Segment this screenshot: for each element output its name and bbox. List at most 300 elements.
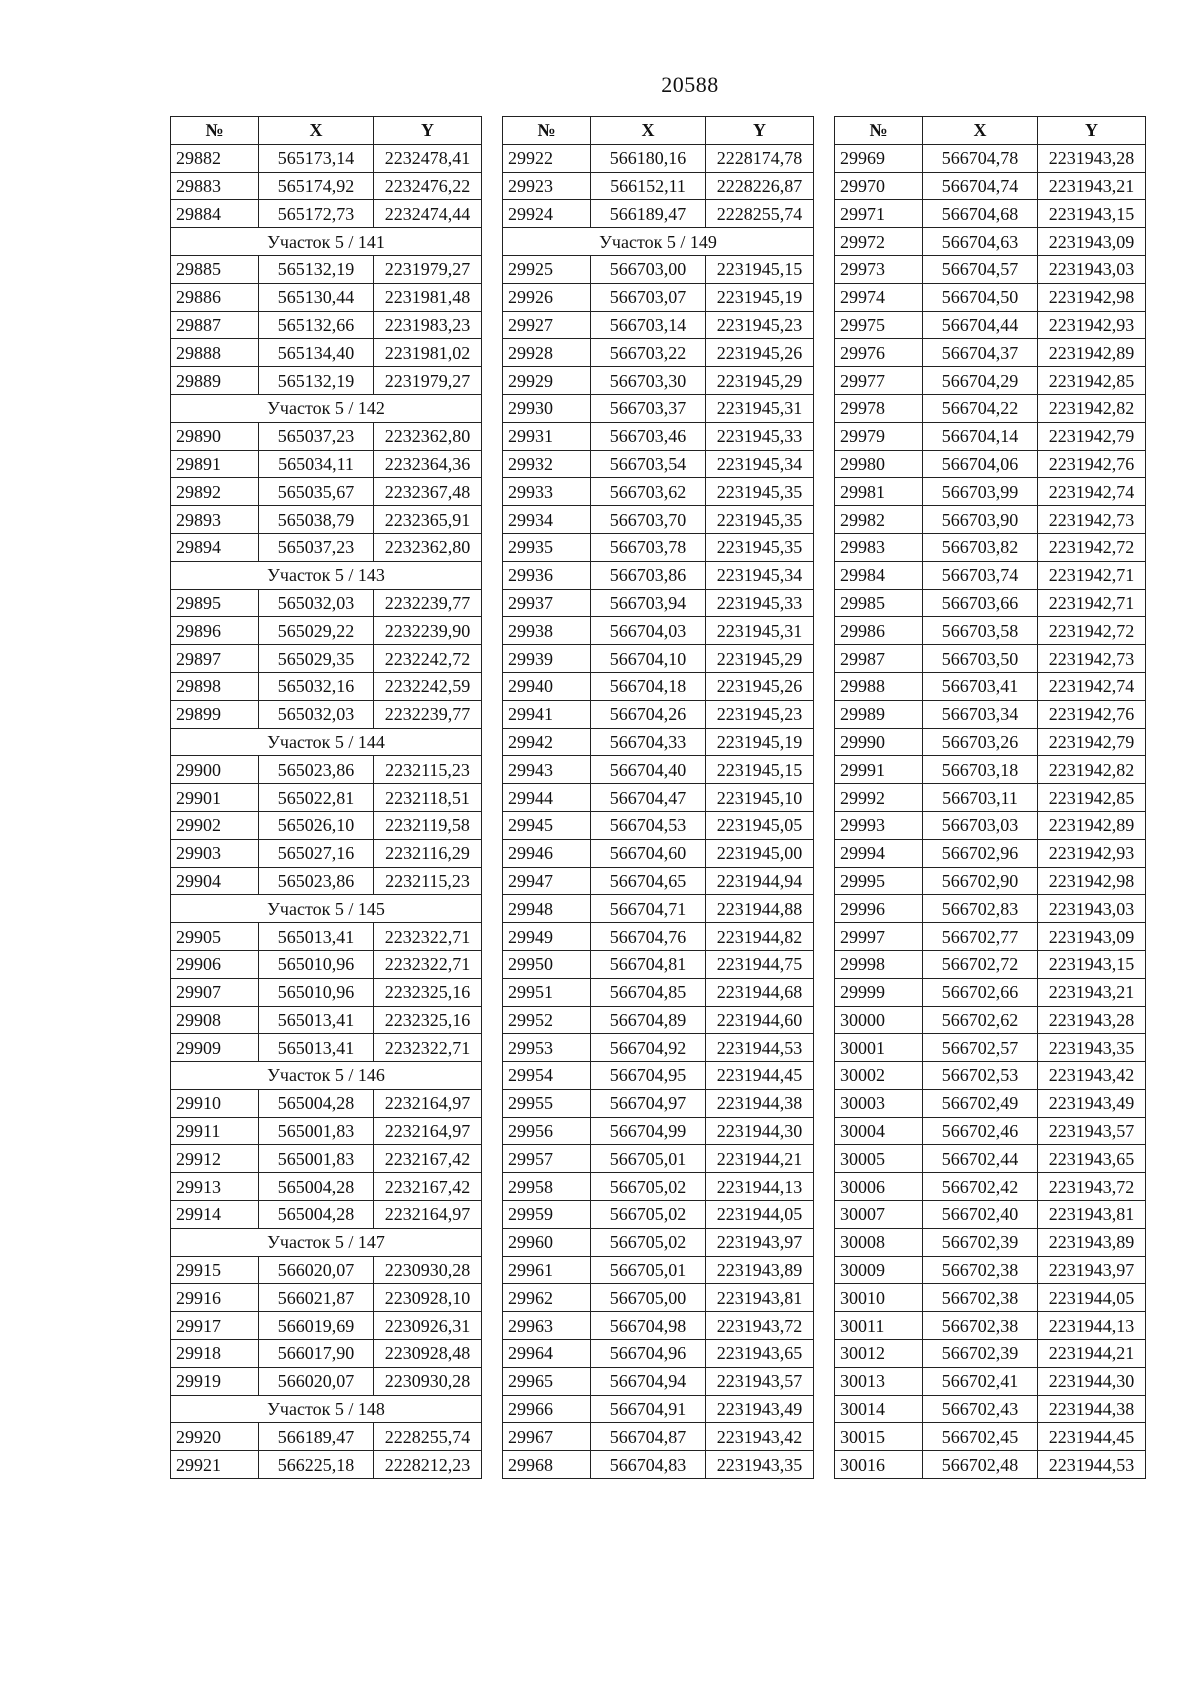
table-row [171,672,482,700]
x-coordinate-cell: 566020,07 [259,1367,374,1395]
table-row [503,950,814,978]
x-coordinate-cell: 566704,76 [591,923,706,951]
x-coordinate-cell: 566705,00 [591,1284,706,1312]
y-coordinate-cell: 2232322,71 [374,923,482,951]
table-row [503,811,814,839]
x-coordinate-cell: 566702,66 [923,978,1038,1006]
table-row [835,784,1146,812]
point-number-cell: 29991 [835,756,923,784]
y-coordinate-cell: 2231945,19 [706,728,814,756]
point-number-cell: 29936 [503,561,591,589]
table-row [503,311,814,339]
point-number-cell: 30003 [835,1089,923,1117]
x-coordinate-cell: 565038,79 [259,506,374,534]
point-number-cell: 29964 [503,1340,591,1368]
point-number-cell: 29986 [835,617,923,645]
x-coordinate-cell: 566704,14 [923,422,1038,450]
y-coordinate-cell: 2231945,15 [706,255,814,283]
y-coordinate-cell: 2231979,27 [374,367,482,395]
point-number-cell: 29976 [835,339,923,367]
x-coordinate-cell: 566702,38 [923,1312,1038,1340]
y-coordinate-cell: 2232164,97 [374,1089,482,1117]
point-number-cell: 29972 [835,228,923,256]
point-number-cell: 29992 [835,784,923,812]
y-coordinate-cell: 2231942,93 [1038,311,1146,339]
point-number-cell: 29956 [503,1117,591,1145]
x-coordinate-cell: 566704,47 [591,784,706,812]
table-row [835,895,1146,923]
x-coordinate-cell: 566704,53 [591,811,706,839]
y-coordinate-cell: 2232367,48 [374,478,482,506]
y-coordinate-cell: 2232239,77 [374,700,482,728]
y-coordinate-cell: 2230928,48 [374,1340,482,1368]
y-coordinate-cell: 2231943,81 [706,1284,814,1312]
table-row [835,756,1146,784]
x-coordinate-cell: 565035,67 [259,478,374,506]
x-coordinate-cell: 565013,41 [259,1034,374,1062]
y-coordinate-cell: 2231983,23 [374,311,482,339]
x-coordinate-cell: 566189,47 [591,200,706,228]
x-coordinate-cell: 566704,97 [591,1089,706,1117]
table-row [171,200,482,228]
table-row [503,1423,814,1451]
table-row [503,1117,814,1145]
table-row [835,450,1146,478]
point-number-cell: 29928 [503,339,591,367]
x-coordinate-cell: 566704,57 [923,255,1038,283]
x-coordinate-cell: 566703,74 [923,561,1038,589]
table-header-row [171,117,482,145]
point-number-cell: 29934 [503,506,591,534]
y-coordinate-cell: 2232478,41 [374,144,482,172]
y-coordinate-cell: 2232167,42 [374,1145,482,1173]
x-coordinate-cell: 566703,37 [591,394,706,422]
section-row [171,1395,482,1423]
table-row [835,589,1146,617]
table-row [503,978,814,1006]
table-row [171,283,482,311]
y-coordinate-cell: 2231945,33 [706,422,814,450]
table-row [835,1256,1146,1284]
y-coordinate-cell: 2231945,05 [706,811,814,839]
x-coordinate-cell: 566703,00 [591,255,706,283]
section-row [171,1228,482,1256]
y-coordinate-cell: 2231981,02 [374,339,482,367]
column-header-x: X [591,117,706,145]
point-number-cell: 29911 [171,1117,259,1145]
table-row [835,1145,1146,1173]
table-row [835,1312,1146,1340]
column-header-x: X [923,117,1038,145]
table-row [835,1173,1146,1201]
table-row [835,839,1146,867]
x-coordinate-cell: 566703,54 [591,450,706,478]
x-coordinate-cell: 565032,03 [259,700,374,728]
y-coordinate-cell: 2231944,30 [1038,1367,1146,1395]
table-row [835,311,1146,339]
x-coordinate-cell: 566704,33 [591,728,706,756]
table-row [835,672,1146,700]
point-number-cell: 30011 [835,1312,923,1340]
x-coordinate-cell: 566702,44 [923,1145,1038,1173]
point-number-cell: 29902 [171,811,259,839]
point-number-cell: 29989 [835,700,923,728]
x-coordinate-cell: 566703,18 [923,756,1038,784]
point-number-cell: 29914 [171,1201,259,1229]
page-number: 20588 [661,72,719,97]
x-coordinate-cell: 566704,89 [591,1006,706,1034]
y-coordinate-cell: 2231944,53 [706,1034,814,1062]
y-coordinate-cell: 2231945,29 [706,367,814,395]
section-label: Участок 5 / 143 [171,561,482,589]
point-number-cell: 29985 [835,589,923,617]
table-row [503,617,814,645]
table-row [503,1395,814,1423]
x-coordinate-cell: 566704,18 [591,672,706,700]
point-number-cell: 29948 [503,895,591,923]
section-label: Участок 5 / 144 [171,728,482,756]
table-row [503,895,814,923]
x-coordinate-cell: 566180,16 [591,144,706,172]
table-row [503,1034,814,1062]
point-number-cell: 29961 [503,1256,591,1284]
x-coordinate-cell: 565013,41 [259,1006,374,1034]
x-coordinate-cell: 565134,40 [259,339,374,367]
point-number-cell: 29937 [503,589,591,617]
point-number-cell: 29943 [503,756,591,784]
y-coordinate-cell: 2231944,13 [1038,1312,1146,1340]
x-coordinate-cell: 565022,81 [259,784,374,812]
y-coordinate-cell: 2231945,23 [706,700,814,728]
y-coordinate-cell: 2232242,72 [374,645,482,673]
y-coordinate-cell: 2232474,44 [374,200,482,228]
x-coordinate-cell: 566703,26 [923,728,1038,756]
point-number-cell: 29942 [503,728,591,756]
x-coordinate-cell: 566704,94 [591,1367,706,1395]
x-coordinate-cell: 566703,07 [591,283,706,311]
x-coordinate-cell: 566704,78 [923,144,1038,172]
point-number-cell: 29929 [503,367,591,395]
x-coordinate-cell: 566703,03 [923,811,1038,839]
y-coordinate-cell: 2231945,23 [706,311,814,339]
table-row [171,450,482,478]
x-coordinate-cell: 566702,62 [923,1006,1038,1034]
table-row [171,1034,482,1062]
point-number-cell: 29899 [171,700,259,728]
point-number-cell: 29908 [171,1006,259,1034]
table-row [503,1089,814,1117]
x-coordinate-cell: 566704,03 [591,617,706,645]
point-number-cell: 29984 [835,561,923,589]
y-coordinate-cell: 2231943,72 [706,1312,814,1340]
point-number-cell: 30010 [835,1284,923,1312]
x-coordinate-cell: 566703,22 [591,339,706,367]
point-number-cell: 29904 [171,867,259,895]
table-row [171,1173,482,1201]
y-coordinate-cell: 2231943,09 [1038,923,1146,951]
section-label: Участок 5 / 149 [503,228,814,256]
table-row [835,367,1146,395]
y-coordinate-cell: 2231945,31 [706,394,814,422]
y-coordinate-cell: 2231942,85 [1038,784,1146,812]
point-number-cell: 29922 [503,144,591,172]
x-coordinate-cell: 565013,41 [259,923,374,951]
y-coordinate-cell: 2231943,97 [1038,1256,1146,1284]
y-coordinate-cell: 2231943,72 [1038,1173,1146,1201]
point-number-cell: 29998 [835,950,923,978]
table-row [503,1145,814,1173]
table-row [835,1340,1146,1368]
table-row [503,450,814,478]
x-coordinate-cell: 566702,77 [923,923,1038,951]
point-number-cell: 29994 [835,839,923,867]
y-coordinate-cell: 2231943,09 [1038,228,1146,256]
point-number-cell: 29885 [171,255,259,283]
x-coordinate-cell: 566703,50 [923,645,1038,673]
point-number-cell: 29973 [835,255,923,283]
y-coordinate-cell: 2231942,72 [1038,533,1146,561]
y-coordinate-cell: 2231942,73 [1038,645,1146,673]
table-row [835,200,1146,228]
point-number-cell: 29953 [503,1034,591,1062]
point-number-cell: 29933 [503,478,591,506]
y-coordinate-cell: 2231945,26 [706,339,814,367]
section-row [503,228,814,256]
table-row [835,1228,1146,1256]
table-row [503,923,814,951]
table-body [503,144,814,1478]
x-coordinate-cell: 566703,70 [591,506,706,534]
x-coordinate-cell: 566703,86 [591,561,706,589]
y-coordinate-cell: 2231943,57 [1038,1117,1146,1145]
point-number-cell: 29974 [835,283,923,311]
point-number-cell: 29883 [171,172,259,200]
point-number-cell: 29997 [835,923,923,951]
y-coordinate-cell: 2231944,82 [706,923,814,951]
x-coordinate-cell: 566703,82 [923,533,1038,561]
table-row [171,1089,482,1117]
point-number-cell: 29893 [171,506,259,534]
point-number-cell: 29977 [835,367,923,395]
table-row [171,367,482,395]
table-row [835,283,1146,311]
table-row [835,700,1146,728]
x-coordinate-cell: 566702,38 [923,1256,1038,1284]
point-number-cell: 30007 [835,1201,923,1229]
y-coordinate-cell: 2230928,10 [374,1284,482,1312]
x-coordinate-cell: 566704,37 [923,339,1038,367]
point-number-cell: 30009 [835,1256,923,1284]
x-coordinate-cell: 565010,96 [259,950,374,978]
table-row [503,867,814,895]
x-coordinate-cell: 566704,74 [923,172,1038,200]
y-coordinate-cell: 2231945,10 [706,784,814,812]
x-coordinate-cell: 566704,29 [923,367,1038,395]
table-row [503,839,814,867]
y-coordinate-cell: 2231942,89 [1038,339,1146,367]
y-coordinate-cell: 2231942,82 [1038,756,1146,784]
x-coordinate-cell: 565001,83 [259,1117,374,1145]
section-label: Участок 5 / 148 [171,1395,482,1423]
point-number-cell: 29979 [835,422,923,450]
column-header-y: Y [374,117,482,145]
y-coordinate-cell: 2231945,34 [706,561,814,589]
point-number-cell: 30001 [835,1034,923,1062]
x-coordinate-cell: 565034,11 [259,450,374,478]
point-number-cell: 29951 [503,978,591,1006]
y-coordinate-cell: 2231942,72 [1038,617,1146,645]
point-number-cell: 29905 [171,923,259,951]
point-number-cell: 29941 [503,700,591,728]
x-coordinate-cell: 566704,83 [591,1451,706,1479]
point-number-cell: 29958 [503,1173,591,1201]
x-coordinate-cell: 565004,28 [259,1173,374,1201]
point-number-cell: 29888 [171,339,259,367]
point-number-cell: 29892 [171,478,259,506]
point-number-cell: 29938 [503,617,591,645]
y-coordinate-cell: 2232365,91 [374,506,482,534]
y-coordinate-cell: 2231944,38 [706,1089,814,1117]
point-number-cell: 29884 [171,200,259,228]
table-row [835,1117,1146,1145]
x-coordinate-cell: 565172,73 [259,200,374,228]
table-row [503,1062,814,1090]
section-row [171,228,482,256]
point-number-cell: 29950 [503,950,591,978]
table-row [171,1145,482,1173]
x-coordinate-cell: 566702,39 [923,1340,1038,1368]
y-coordinate-cell: 2232322,71 [374,1034,482,1062]
y-coordinate-cell: 2231944,45 [1038,1423,1146,1451]
table-row [171,1256,482,1284]
y-coordinate-cell: 2231943,28 [1038,144,1146,172]
y-coordinate-cell: 2232362,80 [374,533,482,561]
point-number-cell: 30015 [835,1423,923,1451]
table-row [171,978,482,1006]
x-coordinate-cell: 566225,18 [259,1451,374,1479]
section-row [171,728,482,756]
y-coordinate-cell: 2231942,74 [1038,478,1146,506]
x-coordinate-cell: 566704,81 [591,950,706,978]
y-coordinate-cell: 2232167,42 [374,1173,482,1201]
x-coordinate-cell: 566702,38 [923,1284,1038,1312]
coordinate-table-2 [502,116,814,1479]
x-coordinate-cell: 566702,42 [923,1173,1038,1201]
table-row [171,144,482,172]
x-coordinate-cell: 565037,23 [259,533,374,561]
section-row [171,561,482,589]
y-coordinate-cell: 2231943,65 [1038,1145,1146,1173]
x-coordinate-cell: 565132,19 [259,255,374,283]
point-number-cell: 29981 [835,478,923,506]
y-coordinate-cell: 2231944,21 [1038,1340,1146,1368]
x-coordinate-cell: 566702,41 [923,1367,1038,1395]
point-number-cell: 29925 [503,255,591,283]
y-coordinate-cell: 2231943,03 [1038,895,1146,923]
x-coordinate-cell: 565023,86 [259,756,374,784]
y-coordinate-cell: 2231945,35 [706,478,814,506]
point-number-cell: 29957 [503,1145,591,1173]
point-number-cell: 29931 [503,422,591,450]
x-coordinate-cell: 566704,44 [923,311,1038,339]
x-coordinate-cell: 566189,47 [259,1423,374,1451]
table-row [503,672,814,700]
table-row [835,1367,1146,1395]
x-coordinate-cell: 565029,22 [259,617,374,645]
y-coordinate-cell: 2228226,87 [706,172,814,200]
section-label: Участок 5 / 145 [171,895,482,923]
x-coordinate-cell: 566703,34 [923,700,1038,728]
y-coordinate-cell: 2232364,36 [374,450,482,478]
point-number-cell: 29967 [503,1423,591,1451]
x-coordinate-cell: 566703,66 [923,589,1038,617]
table-row [503,1006,814,1034]
table-row [171,506,482,534]
table-row [835,811,1146,839]
y-coordinate-cell: 2231944,05 [706,1201,814,1229]
table-row [171,923,482,951]
column-header-y: Y [706,117,814,145]
table-row [171,478,482,506]
x-coordinate-cell: 565173,14 [259,144,374,172]
y-coordinate-cell: 2231942,74 [1038,672,1146,700]
x-coordinate-cell: 566703,78 [591,533,706,561]
x-coordinate-cell: 566703,99 [923,478,1038,506]
x-coordinate-cell: 566704,10 [591,645,706,673]
section-row [171,1062,482,1090]
x-coordinate-cell: 566704,63 [923,228,1038,256]
table-row [503,144,814,172]
column-header-x: X [259,117,374,145]
x-coordinate-cell: 566019,69 [259,1312,374,1340]
table-row [503,533,814,561]
y-coordinate-cell: 2231943,97 [706,1228,814,1256]
x-coordinate-cell: 566702,72 [923,950,1038,978]
point-number-cell: 30014 [835,1395,923,1423]
point-number-cell: 30008 [835,1228,923,1256]
point-number-cell: 29969 [835,144,923,172]
table-row [835,172,1146,200]
table-row [835,923,1146,951]
y-coordinate-cell: 2231942,73 [1038,506,1146,534]
point-number-cell: 29949 [503,923,591,951]
table-row [835,144,1146,172]
section-label: Участок 5 / 147 [171,1228,482,1256]
point-number-cell: 29926 [503,283,591,311]
table-row [503,339,814,367]
y-coordinate-cell: 2231942,76 [1038,700,1146,728]
point-number-cell: 29990 [835,728,923,756]
column-header-y: Y [1038,117,1146,145]
x-coordinate-cell: 566704,50 [923,283,1038,311]
x-coordinate-cell: 566704,26 [591,700,706,728]
table-row [835,478,1146,506]
point-number-cell: 29996 [835,895,923,923]
y-coordinate-cell: 2231943,49 [1038,1089,1146,1117]
y-coordinate-cell: 2231942,76 [1038,450,1146,478]
section-row [171,895,482,923]
x-coordinate-cell: 566704,68 [923,200,1038,228]
table-row [503,1340,814,1368]
x-coordinate-cell: 566703,46 [591,422,706,450]
point-number-cell: 29965 [503,1367,591,1395]
table-body [835,144,1146,1478]
x-coordinate-cell: 566704,91 [591,1395,706,1423]
table-row [835,1089,1146,1117]
point-number-cell: 29955 [503,1089,591,1117]
table-row [171,1367,482,1395]
table-row [835,1451,1146,1479]
